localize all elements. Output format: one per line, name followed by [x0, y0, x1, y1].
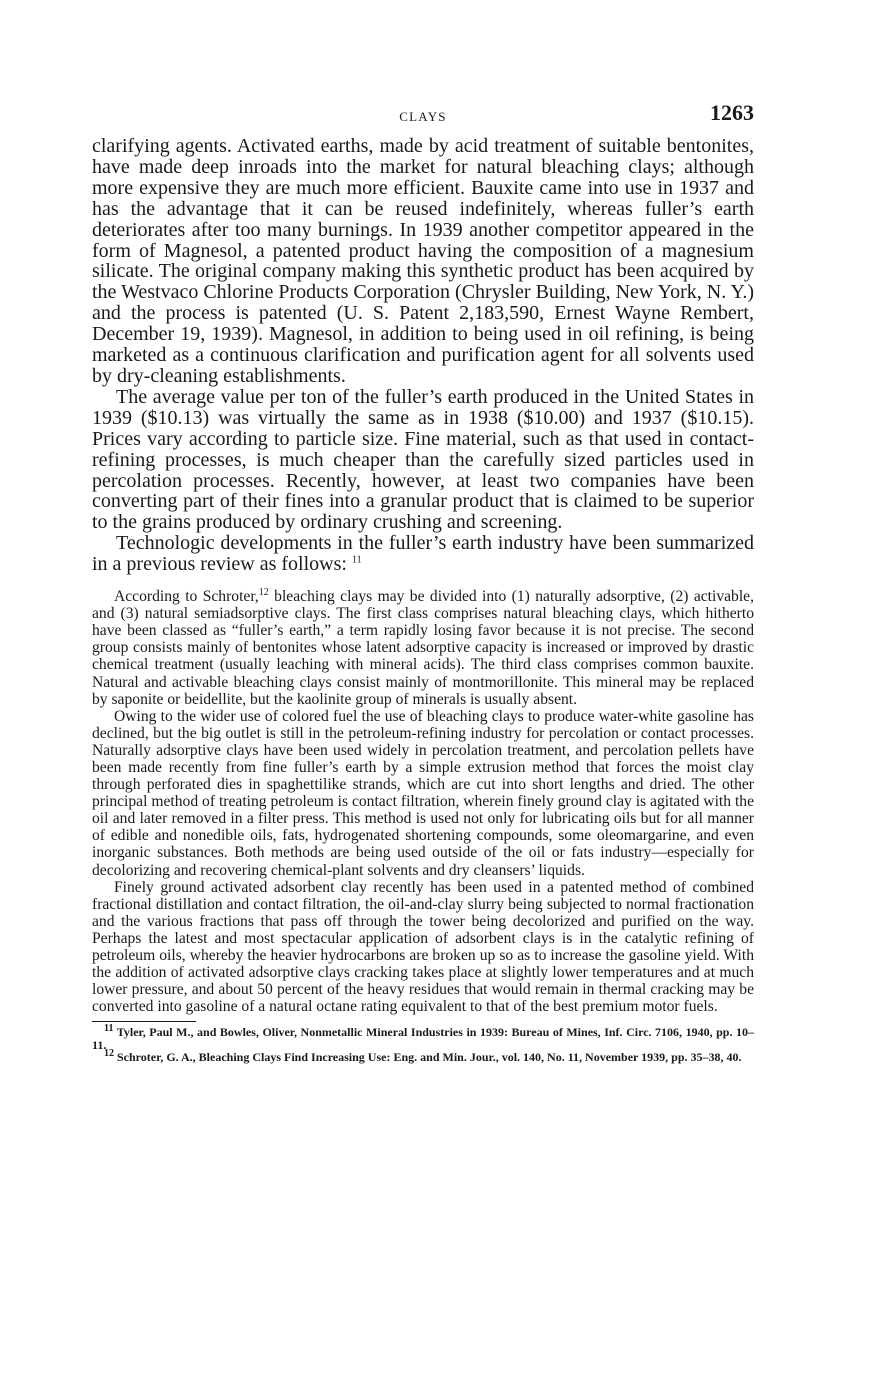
running-head: [92, 96, 754, 136]
footnote-text: Tyler, Paul M., and Bowles, Oliver, Nonmetallic Mineral Industries in 1939: Bureau of Mines, Inf. Circ. 7106, 1940, pp. 10–11.: [92, 1025, 754, 1052]
paragraph-text: Technologic developments in the fuller’s earth industry have been summarized in a previous review as follows:: [92, 532, 754, 576]
footnote-11: [92, 1023, 754, 1052]
paragraph-technologic-developments: [92, 533, 754, 575]
document-page: [92, 96, 754, 1063]
quote-paragraph-classification: [92, 588, 754, 708]
quote-paragraph-catalytic-refining: Finely ground activated adsorbent clay recently has been used in a patented method of combined fractional distillation and contact filtration, the oil-and-clay slurry being subjected to normal fractionation and the various fractions that pass off through the tower being decolorized and purified on the way. Perhaps the latest and most spectacular application of adsorbent clays is in the catalytic refining of petroleum oils, whereby the heavier hydrocarbons are broken up so as to increase the gasoline yield. With the addition of activated adsorptive clays cracking takes place at slightly lower temperatures and at much lower pressure, and about 50 percent of the heavy residues that would remain in thermal cracking may be converted into gasoline of a natural octane rating equivalent to that of the best premium motor fuels.: [92, 878, 754, 1016]
body-text: [92, 136, 754, 575]
footnotes: [92, 1023, 754, 1064]
page-number: 1263: [710, 100, 754, 125]
running-title: CLAYS: [399, 109, 447, 124]
footnote-12: [92, 1047, 754, 1064]
footnote-reference-11: 11: [351, 554, 362, 566]
footnote-text: Schroter, G. A., Bleaching Clays Find Increasing Use: Eng. and Min. Jour., vol. 140, No. 11, November 1939, pp. 35–38, 40.: [114, 1049, 742, 1064]
footnote-marker-11: 11: [104, 1023, 114, 1035]
quote-text: According to Schroter,: [114, 588, 259, 606]
footnote-rule: [92, 1021, 196, 1022]
quote-text: bleaching clays may be divided into (1) naturally adsorptive, (2) activable, and (3) natural semiadsorptive clays. The first class comprises natural bleaching clays, which hitherto have been classed as “fuller’s earth,” a term rapidly losing favor because it is not precise. The second group consists mainly of bentonites whose latent adsorptive capacity is increased or improved by drastic chemical treatment (usually leaching with mineral acids). The third class comprises common bauxite. Natural and activable bleaching clays consist mainly of montmorillonite. This mineral may be replaced by saponite or beidellite, but the kaolinite group of minerals is usually absent.: [92, 588, 754, 708]
footnote-marker-12: 12: [104, 1047, 114, 1059]
paragraph-clarifying-agents: clarifying agents. Activated earths, made by acid treatment of suitable bentonites, have made deep inroads into the market for natural bleaching clays; although more expensive they are much more efficient. Bauxite came into use in 1937 and has the advantage that it can be reused indefinitely, whereas fuller’s earth deteriorates after too many burnings. In 1939 another competitor appeared in the form of Magnesol, a patented product having the composition of a magnesium silicate. The original company making this synthetic product has been acquired by the Westvaco Chlorine Products Corporation (Chrysler Building, New York, N. Y.) and the process is patented (U. S. Patent 2,183,590, Ernest Wayne Rembert, December 19, 1939). Magnesol, in addition to being used in oil refining, is being marketed as a continuous clarification and purification agent for all solvents used by dry-cleaning establishments.: [92, 135, 754, 387]
paragraph-average-value: The average value per ton of the fuller’s earth produced in the United States in 1939 ($10.13) was virtually the same as in 1938 ($10.00) and 1937 ($10.15). Prices vary according to particle size. Fine material, such as that used in contact-refining processes, is much cheaper than the carefully sized particles used in percolation processes. Recently, however, at least two companies have been converting part of their fines into a granular product that is claimed to be superior to the grains produced by ordinary crushing and screening.: [92, 385, 754, 534]
footnote-reference-12: 12: [258, 586, 269, 598]
quote-paragraph-percolation: Owing to the wider use of colored fuel the use of bleaching clays to produce water-white gasoline has declined, but the big outlet is still in the petroleum-refining industry for percolation or contact processes. Naturally adsorptive clays have been used widely in percolation treatment, and percolation pellets have been made recently from fine fuller’s earth by a simple extrusion method that forces the moist clay through perforated dies in spaghettilike strands, which are cut into short lengths and dried. The other principal method of treating petroleum is contact filtration, wherein finely ground clay is agitated with the oil and later removed in a filter press. This method is used not only for lubricating oils but for all manner of edible and nonedible oils, fats, hydrogenated shortening compounds, some oleomargarine, and even inorganic substances. Both methods are being used outside of the oil or fats industry—especially for decolorizing and recovering chemical-plant solvents and dry cleansers’ liquids.: [92, 707, 754, 879]
block-quotation: [92, 588, 754, 1015]
